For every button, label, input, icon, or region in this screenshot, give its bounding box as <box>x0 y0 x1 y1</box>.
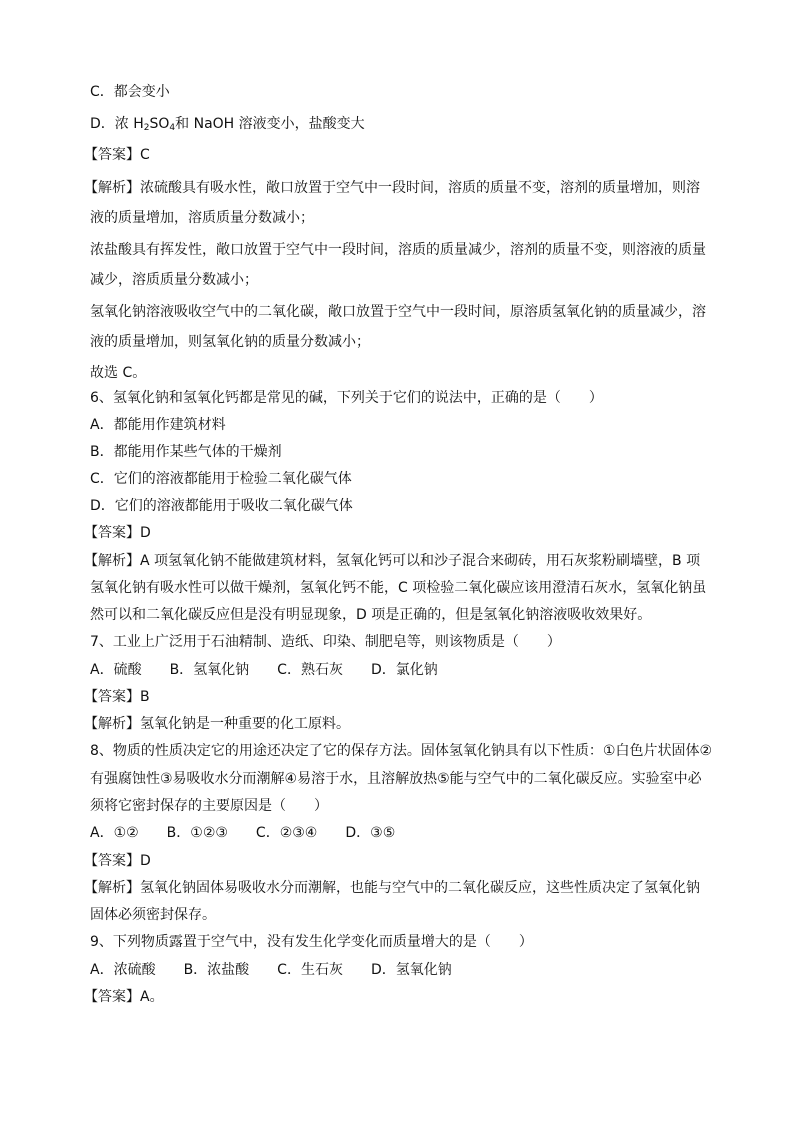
question-9: 9、下列物质露置于空气中，没有发生化学变化而质量增大的是（ ） <box>90 934 533 950</box>
option-line: A．都能用作建筑材料 <box>90 417 226 433</box>
analysis-line: 固体必须密封保存。 <box>90 907 216 923</box>
analysis-line: 【解析】氢氧化钠固体易吸收水分而潮解，也能与空气中的二氧化碳反应，这些性质决定了氢氧化钠 <box>84 880 700 896</box>
option-line: C．它们的溶液都能用于检验二氧化碳气体 <box>90 471 352 487</box>
question-8: 8、物质的性质决定它的用途还决定了它的保存方法。固体氢氧化钠具有以下性质：①白色片状固体② <box>90 743 713 759</box>
analysis-line: 液的质量增加，溶质质量分数减小； <box>90 210 314 226</box>
answer-line: 【答案】D <box>84 525 151 541</box>
option-line: A．浓硫酸 B．浓盐酸 C．生石灰 D．氢氧化钠 <box>90 962 452 978</box>
option-d-line <box>90 114 365 138</box>
analysis-line: 【解析】A 项氢氧化钠不能做建筑材料，氢氧化钙可以和沙子混合来砌砖，用石灰浆粉刷墙壁，B 项 <box>84 553 701 569</box>
analysis-line: 【解析】浓硫酸具有吸水性，敞口放置于空气中一段时间，溶质的质量不变，溶剂的质量增加，则溶 <box>84 180 700 196</box>
answer-line: 【答案】A。 <box>84 989 164 1005</box>
answer-line: 【答案】D <box>84 853 151 869</box>
question-7: 7、工业上广泛用于石油精制、造纸、印染、制肥皂等，则该物质是（ ） <box>90 634 561 650</box>
option-line: A．硫酸 B．氢氧化钠 C．熟石灰 D．氯化钠 <box>90 662 438 678</box>
analysis-line: 故选 C。 <box>90 365 147 381</box>
option-c-line: C．都会变小 <box>90 84 170 100</box>
answer-line: 【答案】B <box>84 689 150 705</box>
option-d-suffix: 和 NaOH 溶液变小，盐酸变大 <box>175 116 365 132</box>
answer-line: 【答案】C <box>84 147 150 163</box>
analysis-line: 【解析】氢氧化钠是一种重要的化工原料。 <box>84 716 350 732</box>
analysis-line: 氢氧化钠有吸水性可以做干燥剂，氢氧化钙不能，C 项检验二氧化碳应该用澄清石灰水，氢氧化钠虽 <box>90 580 707 596</box>
question-6: 6、氢氧化钠和氢氧化钙都是常见的碱，下列关于它们的说法中，正确的是（ ） <box>90 390 603 406</box>
analysis-line: 氢氧化钠溶液吸收空气中的二氧化碳，敞口放置于空气中一段时间，原溶质氢氧化钠的质量减少，溶 <box>90 304 706 320</box>
option-line: B．都能用作某些气体的干燥剂 <box>90 444 282 460</box>
option-d-prefix: D．浓 H <box>90 116 144 132</box>
option-line: D．它们的溶液都能用于吸收二氧化碳气体 <box>90 498 353 514</box>
option-d-so: SO <box>149 116 170 132</box>
question-8-cont: 有强腐蚀性③易吸收水分而潮解④易溶于水，且溶解放热⑤能与空气中的二氧化碳反应。实验室中必 <box>90 771 702 787</box>
subscript-4: 4 <box>169 123 176 133</box>
analysis-line: 然可以和二氧化碳反应但是没有明显现象，D 项是正确的，但是氢氧化钠溶液吸收效果好。 <box>90 607 652 623</box>
question-8-cont: 须将它密封保存的主要原因是（ ） <box>90 798 328 814</box>
option-line: A．①② B．①②③ C．②③④ D．③⑤ <box>90 825 396 841</box>
analysis-line: 减少，溶质质量分数减小； <box>90 272 258 288</box>
subscript-2: 2 <box>143 123 150 133</box>
analysis-line: 浓盐酸具有挥发性，敞口放置于空气中一段时间，溶质的质量减少，溶剂的质量不变，则溶液的质量 <box>90 242 706 258</box>
analysis-line: 液的质量增加，则氢氧化钠的质量分数减小； <box>90 334 370 350</box>
